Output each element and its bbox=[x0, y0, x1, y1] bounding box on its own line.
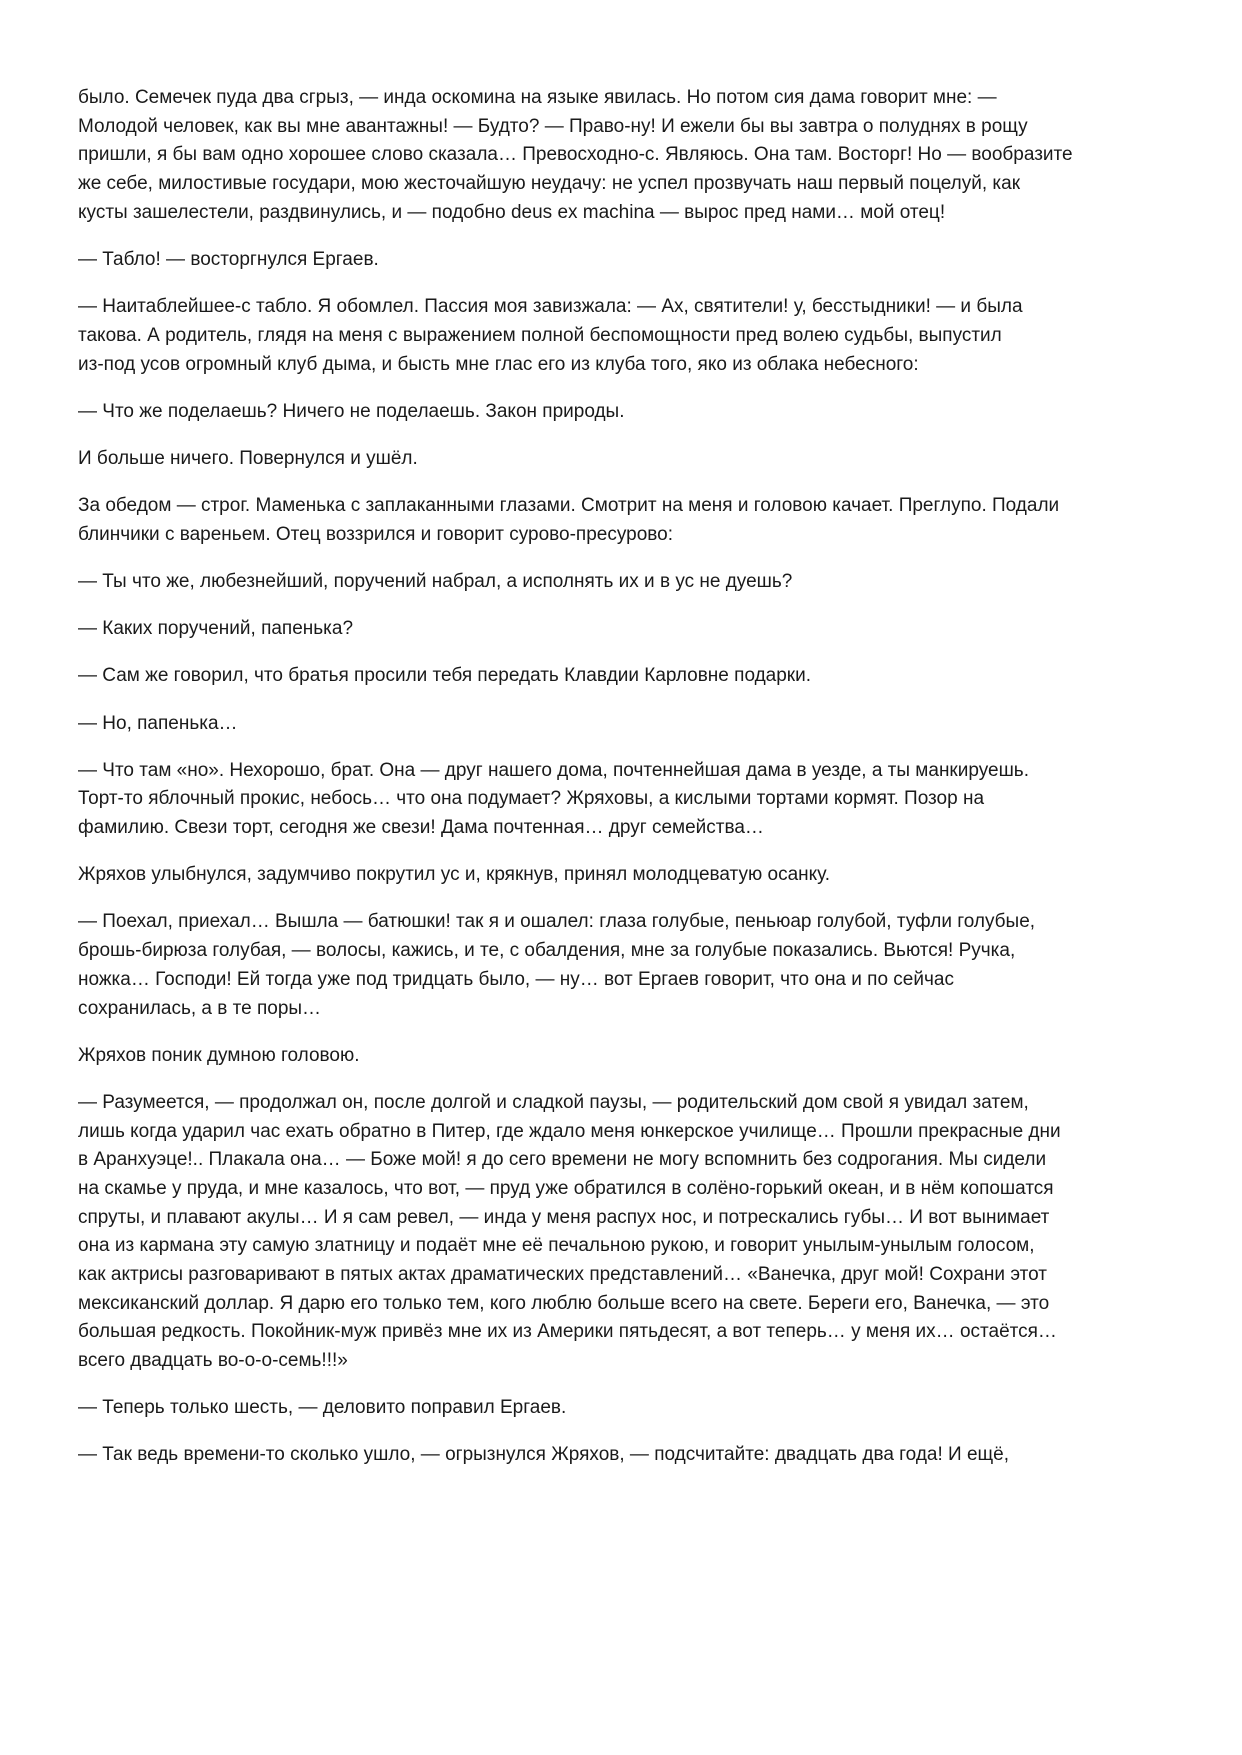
text-line: фамилию. Свези торт, сегодня же свези! Дама почтенная… друг семейства… bbox=[78, 817, 764, 839]
paragraph bbox=[78, 1441, 1178, 1470]
paragraph bbox=[78, 568, 1178, 597]
text-line: Жряхов улыбнулся, задумчиво покрутил ус и, крякнув, принял молодцеватую осанку. bbox=[78, 864, 831, 886]
paragraph bbox=[78, 445, 1178, 474]
text-line: Торт-то яблочный прокис, небось… что она подумает? Жряховы, а кислыми тортами кормят. Позор на bbox=[78, 788, 985, 810]
text-line: И больше ничего. Повернулся и ушёл. bbox=[78, 447, 418, 469]
text-line: лишь когда ударил час ехать обратно в Питер, где ждало меня юнкерское училище… Прошли прекрасные дни bbox=[78, 1120, 1061, 1142]
text-line: Жряхов поник думною головою. bbox=[78, 1044, 360, 1066]
text-line: — Наитаблейшее-с табло. Я обомлел. Пассия моя завизжала: — Ах, святители! у, бесстыдники! — и была bbox=[78, 296, 1023, 318]
text-line: — Что там «но». Нехорошо, брат. Она — друг нашего дома, почтеннейшая дама в уезде, а ты манкируешь. bbox=[78, 759, 1029, 781]
text-line: — Разумеется, — продолжал он, после долгой и сладкой паузы, — родительский дом свой я увидал затем, bbox=[78, 1091, 1029, 1113]
text-line: как актрисы разговаривают в пятых актах драматических представлений… «Ванечка, друг мой! Сохрани этот bbox=[78, 1264, 1047, 1285]
text-line: из-под усов огромный клуб дыма, и бысть мне глас его из клуба того, яко из облака небесного: bbox=[78, 353, 919, 375]
text-line: Молодой человек, как вы мне авантажны! — Будто? — Право-ну! И ежели бы вы завтра о полуднях в рощу bbox=[78, 115, 1028, 137]
text-line: блинчики с вареньем. Отец воззрился и говорит сурово-пресурово: bbox=[78, 523, 673, 545]
text-line: было. Семечек пуда два сгрыз, — инда оскомина на языке явилась. Но потом сия дама говорит мне: — bbox=[78, 87, 997, 108]
text-line: — Что же поделаешь? Ничего не поделаешь. Закон природы. bbox=[78, 400, 625, 422]
text-line: большая редкость. Покойник-муж привёз мне их из Америки пятьдесят, а вот теперь… у меня их… остаётся… bbox=[78, 1321, 1057, 1343]
text-line: — Теперь только шесть, — деловито поправил Ергаев. bbox=[78, 1397, 567, 1419]
text-line: сохранилась, а в те поры… bbox=[78, 997, 322, 1019]
text-line: — Табло! — восторгнулся Ергаев. bbox=[78, 248, 379, 270]
text-line: на скамье у пруда, и мне казалось, что вот, — пруд уже обратился в солёно-горький океан, и в нём копошатся bbox=[78, 1177, 1054, 1199]
paragraph bbox=[78, 293, 1178, 379]
text-line: — Сам же говорил, что братья просили тебя передать Клавдии Карловне подарки. bbox=[78, 665, 812, 687]
paragraph bbox=[78, 615, 1178, 644]
paragraph bbox=[78, 1042, 1178, 1071]
text-line: она из кармана эту самую златницу и подаёт мне её печальною рукою, и говорит унылым-унылым голосом, bbox=[78, 1235, 1035, 1257]
text-line: — Каких поручений, папенька? bbox=[78, 618, 354, 640]
paragraph bbox=[78, 908, 1178, 1023]
paragraph bbox=[78, 1394, 1178, 1423]
text-line: мексиканский доллар. Я дарю его только тем, кого люблю больше всего на свете. Береги его, Ванечка, — это bbox=[78, 1292, 1050, 1314]
paragraph bbox=[78, 84, 1178, 227]
paragraph bbox=[78, 246, 1178, 275]
paragraph bbox=[78, 492, 1178, 549]
text-line: же себе, милостивые государи, мою жесточайшую неудачу: не успел прозвучать наш первый поцелуй, как bbox=[78, 173, 1021, 195]
text-line: — Так ведь времени-то сколько ушло, — огрызнулся Жряхов, — подсчитайте: двадцать два года! И ещё, bbox=[78, 1444, 1010, 1466]
paragraph bbox=[78, 861, 1178, 890]
text-line: всего двадцать во-о-о-семь!!!» bbox=[78, 1350, 348, 1372]
text-line: — Ты что же, любезнейший, поручений набрал, а исполнять их и в ус не дуешь? bbox=[78, 570, 793, 592]
text-line: кусты зашелестели, раздвинулись, и — подобно deus ex machina — вырос пред нами… мой отец! bbox=[78, 201, 946, 223]
paragraph bbox=[78, 1089, 1178, 1376]
text-line: такова. А родитель, глядя на меня с выражением полной беспомощности пред волею судьбы, выпустил bbox=[78, 324, 1002, 346]
text-line: спруты, и плавают акулы… И я сам ревел, — инда у меня распух нос, и потрескались губы… И вот вынимает bbox=[78, 1206, 1050, 1228]
text-line: — Но, папенька… bbox=[78, 712, 238, 734]
text-line: ножка… Господи! Ей тогда уже под тридцать было, — ну… вот Ергаев говорит, что она и по сейчас bbox=[78, 968, 954, 990]
text-line: пришли, я бы вам одно хорошее слово сказала… Превосходно-с. Являюсь. Она там. Восторг! Но — вообразите bbox=[78, 144, 1073, 166]
paragraph bbox=[78, 398, 1178, 427]
text-line: За обедом — строг. Маменька с заплаканными глазами. Смотрит на меня и головою качает. Преглупо. Подали bbox=[78, 495, 1060, 517]
text-line: брошь-бирюза голубая, — волосы, кажись, и те, с обалдения, мне за голубые показались. Вьются! Ручка, bbox=[78, 940, 1016, 962]
text-line: — Поехал, приехал… Вышла — батюшки! так я и ошалел: глаза голубые, пеньюар голубой, туфли голубые, bbox=[78, 911, 1036, 933]
paragraph bbox=[78, 757, 1178, 843]
paragraph bbox=[78, 710, 1178, 739]
paragraph bbox=[78, 662, 1178, 691]
document-page bbox=[78, 84, 1178, 1489]
text-line: в Аранхуэце!.. Плакала она… — Боже мой! я до сего времени не могу вспомнить без содрогания. Мы сидели bbox=[78, 1149, 1047, 1171]
